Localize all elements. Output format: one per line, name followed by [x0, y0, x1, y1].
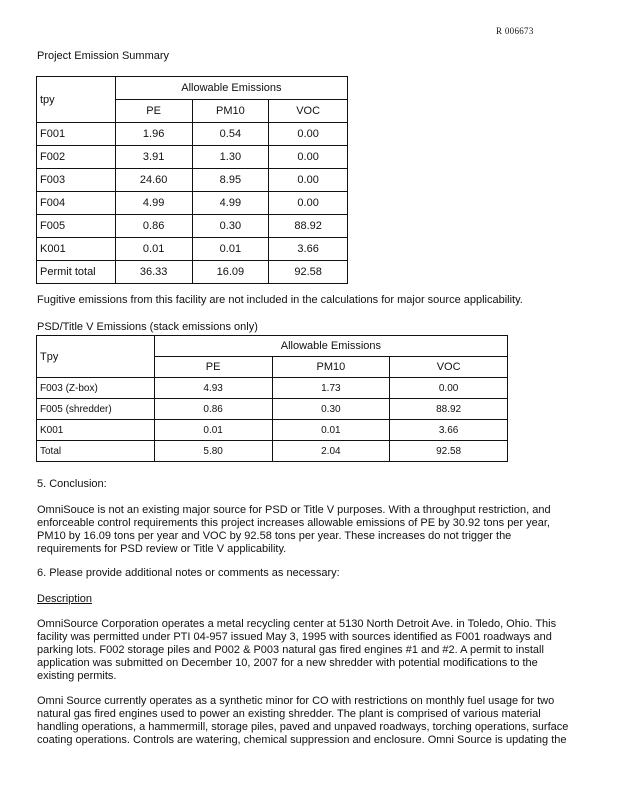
pm10-value: 0.30: [272, 399, 390, 420]
voc-value: 92.58: [269, 261, 348, 284]
table-row: [37, 420, 508, 441]
description-line: parking lots. F002 storage piles and P002 & P003 natural gas fired engines #1 and #2. A permit to install: [37, 644, 544, 656]
pm10-value: 0.01: [272, 420, 390, 441]
voc-value: 88.92: [269, 215, 348, 238]
voc-value: 3.66: [390, 420, 508, 441]
description-line: OmniSource Corporation operates a metal recycling center at 5130 North Detroit Ave. in Toledo, Ohio. This: [37, 618, 557, 630]
table-corner-cell: Tpy: [37, 336, 155, 378]
table-group-header: Allowable Emissions: [154, 336, 507, 357]
pm10-value: 4.99: [192, 192, 269, 215]
pe-value: 3.91: [115, 146, 192, 169]
description-line: existing permits.: [37, 670, 117, 682]
table-row: [37, 215, 348, 238]
pe-value: 0.86: [115, 215, 192, 238]
row-label: K001: [37, 238, 116, 261]
description-paragraph: [37, 618, 597, 683]
table-row: [37, 238, 348, 261]
voc-value: 3.66: [269, 238, 348, 261]
pm10-value: 1.73: [272, 378, 390, 399]
omni-line: natural gas fired engines used to power an existing shredder. The plant is comprised of various material: [37, 708, 541, 720]
description-heading: Description: [37, 593, 93, 605]
voc-value: 0.00: [269, 123, 348, 146]
conclusion-line: requirements for PSD review or Title V applicability.: [37, 543, 287, 555]
pe-value: 5.80: [154, 441, 272, 462]
pe-value: 0.01: [154, 420, 272, 441]
row-label: F004: [37, 192, 116, 215]
conclusion-heading: 5. Conclusion:: [37, 478, 107, 490]
row-label: F003: [37, 169, 116, 192]
notes-heading: 6. Please provide additional notes or comments as necessary:: [37, 567, 340, 579]
table-corner-cell: tpy: [37, 77, 116, 123]
conclusion-line: enforceable control requirements this project increases allowable emissions of PE by 30.92 tons per year,: [37, 517, 550, 529]
column-header: PE: [115, 100, 192, 123]
omni-line: handling operations, a hammermill, storage piles, paved and unpaved roadways, torching operations, surface: [37, 721, 569, 733]
table-row: [37, 192, 348, 215]
pe-value: 36.33: [115, 261, 192, 284]
table-row: [37, 169, 348, 192]
conclusion-line: OmniSouce is not an existing major source for PSD or Title V purposes. With a throughput restriction, and: [37, 504, 551, 516]
omni-line: Omni Source currently operates as a synthetic minor for CO with restrictions on monthly fuel usage for two: [37, 695, 555, 707]
table-row: [37, 399, 508, 420]
pm10-value: 2.04: [272, 441, 390, 462]
pe-value: 24.60: [115, 169, 192, 192]
psd-title-v-table: [36, 335, 508, 462]
table-row-total: [37, 441, 508, 462]
table-group-header: Allowable Emissions: [115, 77, 347, 100]
project-emission-table: [36, 76, 348, 284]
pe-value: 4.99: [115, 192, 192, 215]
column-header: PM10: [192, 100, 269, 123]
row-label: K001: [37, 420, 155, 441]
voc-value: 88.92: [390, 399, 508, 420]
pm10-value: 1.30: [192, 146, 269, 169]
table-row: [37, 146, 348, 169]
description-line: facility was permitted under PTI 04-957 issued May 3, 1995 with sources identified as F001 roadways and: [37, 631, 552, 643]
fugitive-note: Fugitive emissions from this facility are not included in the calculations for major source applicability.: [37, 294, 523, 306]
pm10-value: 0.01: [192, 238, 269, 261]
voc-value: 0.00: [390, 378, 508, 399]
conclusion-paragraph: [37, 504, 597, 556]
voc-value: 0.00: [269, 169, 348, 192]
column-header: PM10: [272, 357, 390, 378]
pm10-value: 0.54: [192, 123, 269, 146]
pe-value: 1.96: [115, 123, 192, 146]
conclusion-line: PM10 by 16.09 tons per year and VOC by 92.58 tons per year. These increases do not trigger the: [37, 530, 512, 542]
section-title-project-emission-summary: Project Emission Summary: [37, 50, 170, 62]
row-label: Permit total: [37, 261, 116, 284]
row-label: F003 (Z-box): [37, 378, 155, 399]
section-title-psd-title-v: PSD/Title V Emissions (stack emissions only): [37, 321, 258, 333]
column-header: VOC: [390, 357, 508, 378]
table-row: [37, 378, 508, 399]
omni-line: coating operations. Controls are watering, chemical suppression and enclosure. Omni Source is updating the: [37, 734, 567, 746]
pe-value: 0.86: [154, 399, 272, 420]
voc-value: 0.00: [269, 192, 348, 215]
document-id: R 006673: [496, 26, 534, 36]
voc-value: 0.00: [269, 146, 348, 169]
omni-source-paragraph: [37, 695, 597, 747]
table-row-total: [37, 261, 348, 284]
voc-value: 92.58: [390, 441, 508, 462]
pe-value: 4.93: [154, 378, 272, 399]
row-label: F005 (shredder): [37, 399, 155, 420]
column-header: VOC: [269, 100, 348, 123]
pm10-value: 8.95: [192, 169, 269, 192]
row-label: F005: [37, 215, 116, 238]
pm10-value: 16.09: [192, 261, 269, 284]
pm10-value: 0.30: [192, 215, 269, 238]
description-line: application was submitted on December 10, 2007 for a new shredder with potential modifications to the: [37, 657, 538, 669]
row-label: Total: [37, 441, 155, 462]
row-label: F002: [37, 146, 116, 169]
pe-value: 0.01: [115, 238, 192, 261]
table-row: [37, 123, 348, 146]
row-label: F001: [37, 123, 116, 146]
column-header: PE: [154, 357, 272, 378]
